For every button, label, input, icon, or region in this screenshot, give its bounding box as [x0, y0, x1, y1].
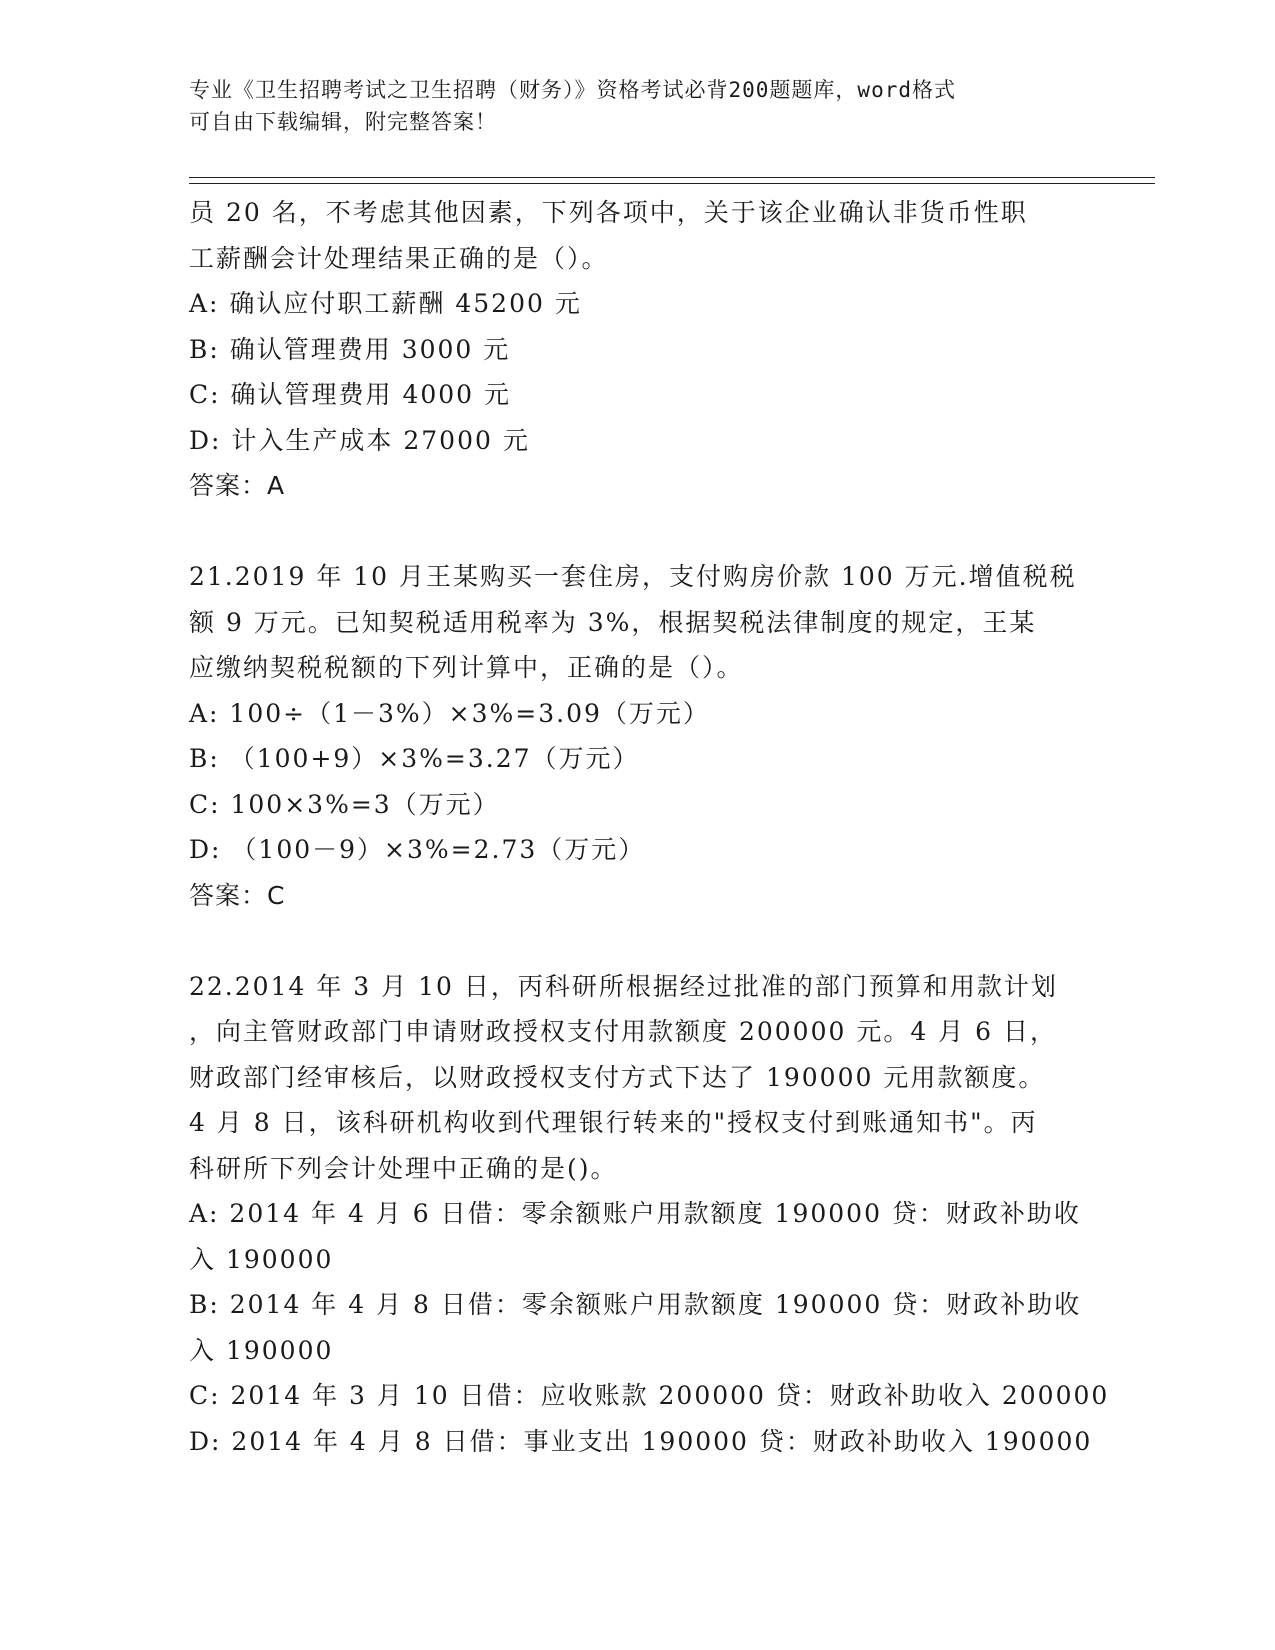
option-c: C: 2014 年 3 月 10 日借：应收账款 200000 贷：财政补助收入 200000: [189, 1381, 1110, 1410]
header-title-line-2: 可自由下载编辑，附完整答案！: [189, 110, 497, 134]
option-d: D: 2014 年 4 月 8 日借：事业支出 190000 贷：财政补助收入 190000: [189, 1426, 1093, 1456]
document-body: [189, 190, 1110, 1464]
question-stem-line: 4 月 8 日，该科研机构收到代理银行转来的"授权支付到账通知书"。丙: [189, 1108, 1038, 1137]
question-20: [189, 190, 1089, 509]
spacer: [189, 918, 1089, 964]
option-b: B: （100+9）×3%=3.27（万元）: [189, 744, 640, 773]
question-stem-line: 员 20 名，不考虑其他因素，下列各项中，关于该企业确认非货币性职: [189, 198, 1028, 227]
option-b-continued: 入 190000: [189, 1335, 334, 1365]
header-title-line-1: 专业《卫生招聘考试之卫生招聘（财务）》资格考试必背200题题库，word格式: [189, 78, 956, 102]
question-stem-line: 22.2014 年 3 月 10 日，丙科研所根据经过批准的部门预算和用款计划: [189, 971, 1058, 1001]
question-stem-line: 应缴纳契税税额的下列计算中，正确的是（）。: [189, 653, 744, 682]
header-divider-top: [189, 177, 1155, 178]
option-c: C: 100×3%=3（万元）: [189, 789, 500, 819]
option-b: B: 确认管理费用 3000 元: [189, 334, 511, 364]
spacer: [189, 509, 1089, 555]
question-stem-line: 财政部门经审核后，以财政授权支付方式下达了 190000 元用款额度。: [189, 1062, 1046, 1092]
answer-line: 答案：C: [189, 880, 286, 910]
option-c: C: 确认管理费用 4000 元: [189, 380, 512, 409]
option-d: D: 计入生产成本 27000 元: [189, 425, 530, 455]
question-stem-line: 科研所下列会计处理中正确的是()。: [189, 1153, 618, 1183]
question-21: [189, 554, 1089, 918]
page-header: [189, 74, 1089, 138]
question-stem-line: 额 9 万元。已知契税适用税率为 3%，根据契税法律制度的规定，王某: [189, 607, 1037, 637]
answer-line: 答案：A: [189, 471, 286, 500]
option-a: A: 确认应付职工薪酬 45200 元: [189, 289, 582, 318]
option-d: D: （100－9）×3%=2.73（万元）: [189, 835, 646, 864]
option-a: A: 100÷（1－3%）×3%=3.09（万元）: [189, 698, 710, 728]
question-stem-line: 工薪酬会计处理结果正确的是（）。: [189, 243, 609, 273]
question-stem-line: 21.2019 年 10 月王某购买一套住房，支付购房价款 100 万元.增值税税: [189, 562, 1077, 591]
question-stem-line: ，向主管财政部门申请财政授权支付用款额度 200000 元。4 月 6 日，: [189, 1017, 1057, 1046]
option-a-continued: 入 190000: [189, 1244, 334, 1274]
option-a: A: 2014 年 4 月 6 日借：零余额账户用款额度 190000 贷：财政补助收: [189, 1199, 1081, 1228]
question-22: [189, 964, 1110, 1465]
option-b: B: 2014 年 4 月 8 日借：零余额账户用款额度 190000 贷：财政补助收: [189, 1290, 1082, 1319]
header-divider-bottom: [189, 183, 1155, 184]
